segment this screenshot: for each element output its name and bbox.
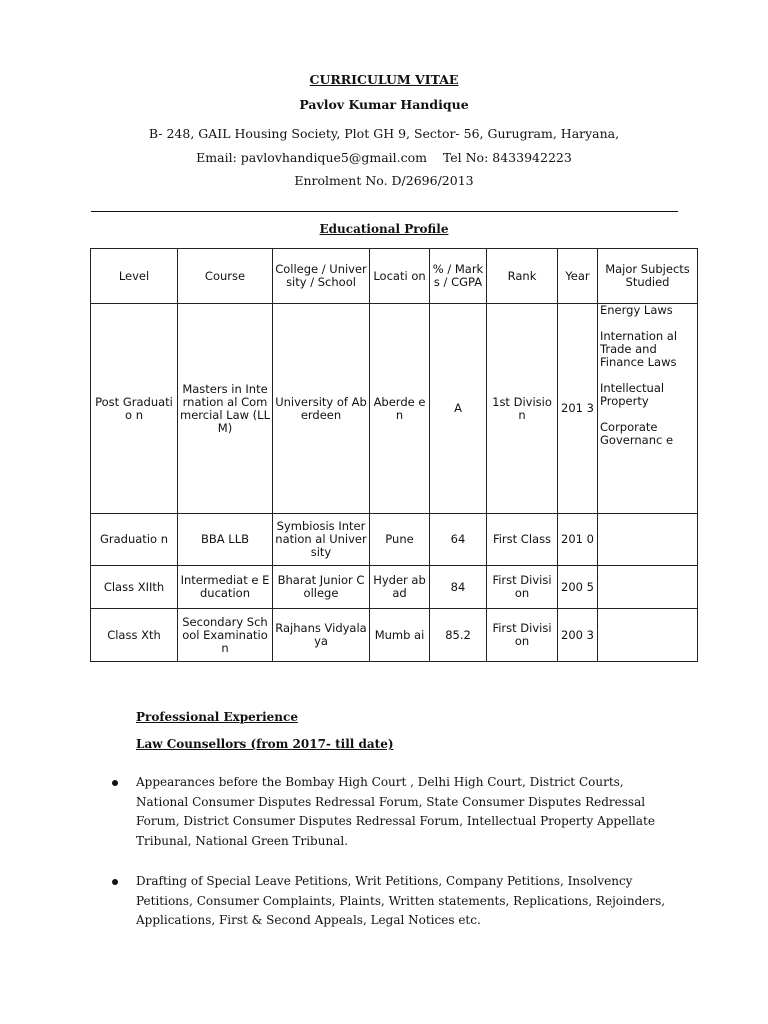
cell-rank: First Division — [487, 609, 558, 662]
cell-level: Class Xth — [91, 609, 178, 662]
subject-item: Internation al Trade and Finance Laws — [600, 329, 678, 369]
enrolment-number: Enrolment No. D/2696/2013 — [294, 173, 474, 188]
table-header-row — [91, 249, 698, 304]
col-header-level: Level — [91, 249, 178, 304]
col-header-location: Locati on — [370, 249, 430, 304]
cell-marks: 64 — [430, 514, 487, 566]
cell-course: Intermediat e Education — [178, 566, 273, 609]
cell-rank: First Division — [487, 566, 558, 609]
cv-title: CURRICULUM VITAE — [309, 72, 459, 87]
cell-college: Bharat Junior College — [273, 566, 370, 609]
cell-year: 200 3 — [558, 609, 598, 662]
cell-marks: A — [430, 304, 487, 514]
cell-subjects — [598, 566, 698, 609]
cell-location: Aberde en — [370, 304, 430, 514]
cell-course: BBA LLB — [178, 514, 273, 566]
subject-item: Energy Laws — [600, 303, 673, 317]
cell-year: 201 0 — [558, 514, 598, 566]
col-header-subjects: Major Subjects Studied — [598, 249, 698, 304]
table-row — [91, 304, 698, 514]
cell-subjects — [598, 609, 698, 662]
cell-college: University of Aberdeen — [273, 304, 370, 514]
col-header-year: Year — [558, 249, 598, 304]
experience-bullet-list — [110, 773, 670, 851]
cell-college: Rajhans Vidyalaya — [273, 609, 370, 662]
experience-bullet-list — [110, 872, 670, 931]
bullet-icon — [112, 780, 118, 786]
education-heading: Educational Profile — [319, 222, 449, 236]
cell-location: Hyder abad — [370, 566, 430, 609]
cell-rank: 1st Division — [487, 304, 558, 514]
table-row — [91, 566, 698, 609]
education-table — [90, 248, 698, 662]
cell-course: Secondary School Examinatio n — [178, 609, 273, 662]
bullet-text: Appearances before the Bombay High Court , Delhi High Court, District Courts, National Consumer Disputes Redressal Forum, State Consumer Disputes Redressal Forum, District Consumer Disputes Redressal Forum, Intellectual Property Appellate Tribunal, National Green Tribunal. — [136, 775, 655, 848]
cell-marks: 85.2 — [430, 609, 487, 662]
col-header-rank: Rank — [487, 249, 558, 304]
cell-subjects — [598, 304, 698, 514]
cell-college: Symbiosis Internation al University — [273, 514, 370, 566]
cell-year: 201 3 — [558, 304, 598, 514]
table-row — [91, 609, 698, 662]
cell-location: Mumb ai — [370, 609, 430, 662]
address-line: B- 248, GAIL Housing Society, Plot GH 9, Sector- 56, Gurugram, Haryana, — [148, 126, 620, 141]
subject-item: Intellectual Property — [600, 381, 665, 408]
contact-line: Email: pavlovhandique5@gmail.com Tel No: 8433942223 — [196, 150, 572, 165]
cell-level: Post Graduatio n — [91, 304, 178, 514]
cell-level: Graduatio n — [91, 514, 178, 566]
cell-subjects — [598, 514, 698, 566]
col-header-marks: % / Marks / CGPA — [430, 249, 487, 304]
cell-course: Masters in Internation al Commercial Law (LLM) — [178, 304, 273, 514]
candidate-name: Pavlov Kumar Handique — [299, 97, 469, 112]
cell-year: 200 5 — [558, 566, 598, 609]
table-row — [91, 514, 698, 566]
bullet-text: Drafting of Special Leave Petitions, Writ Petitions, Company Petitions, Insolvency Petitions, Consumer Complaints, Plaints, Written statements, Replications, Rejoinders, Applications, First & Second Appeals, Legal Notices etc. — [136, 874, 666, 927]
cell-marks: 84 — [430, 566, 487, 609]
bullet-icon — [112, 879, 118, 885]
cell-level: Class XIIth — [91, 566, 178, 609]
col-header-course: Course — [178, 249, 273, 304]
col-header-college: College / University / School — [273, 249, 370, 304]
experience-role: Law Counsellors (from 2017- till date) — [136, 737, 394, 751]
cell-location: Pune — [370, 514, 430, 566]
header-divider — [91, 211, 678, 212]
list-item — [110, 773, 670, 851]
cell-rank: First Class — [487, 514, 558, 566]
list-item — [110, 872, 670, 931]
subject-item: Corporate Governanc e — [600, 420, 674, 447]
experience-heading: Professional Experience — [136, 710, 298, 724]
